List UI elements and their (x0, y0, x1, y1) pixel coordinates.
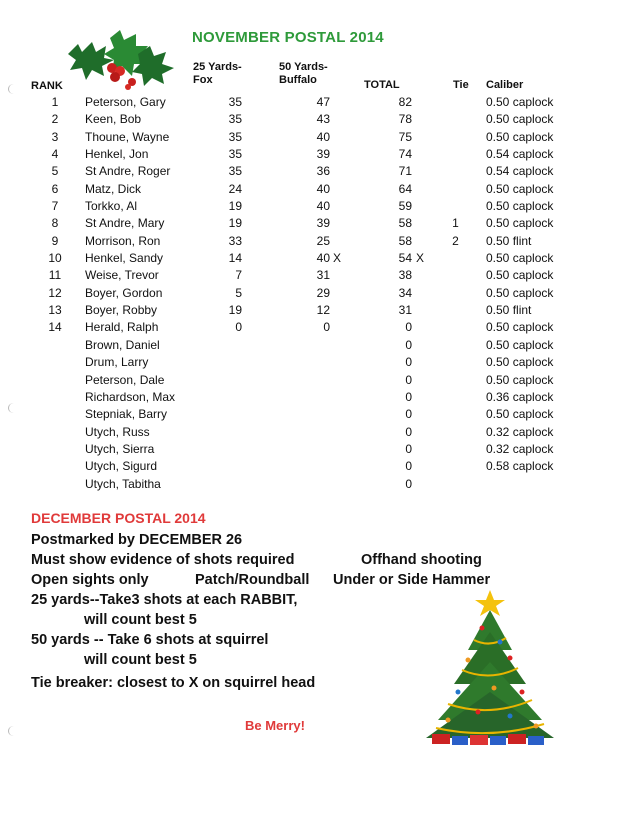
caliber-cell: 0.50 caplock (486, 199, 554, 214)
table-row (0, 441, 638, 458)
buffalo-header-line1: 50 Yards- (279, 61, 328, 73)
be-merry-text: Be Merry! (245, 718, 305, 733)
table-row (0, 319, 638, 336)
fox-score-cell: 5 (235, 285, 242, 300)
fox-score-cell: 14 (228, 251, 242, 266)
table-row (0, 129, 638, 146)
open-sights-text: Open sights only (31, 572, 149, 588)
total-cell: 64 (398, 181, 412, 196)
yards25-text: 25 yards--Take3 shots at each RABBIT, (31, 592, 298, 608)
punch-hole-mark (8, 403, 19, 413)
table-row (0, 267, 638, 284)
results-table (0, 94, 638, 493)
total-x-mark: X (416, 251, 425, 266)
caliber-cell: 0.50 caplock (486, 216, 554, 231)
fox-score-cell: 19 (228, 303, 242, 318)
punch-hole-mark (8, 84, 19, 94)
total-header: TOTAL (364, 79, 400, 91)
total-cell: 0 (405, 424, 412, 439)
total-cell: 59 (398, 199, 412, 214)
name-cell: St Andre, Roger (85, 164, 171, 179)
caliber-cell: 0.50 caplock (486, 355, 554, 370)
name-cell: Utych, Sierra (85, 441, 155, 456)
best5-text-b: will count best 5 (84, 652, 197, 668)
buffalo-score-cell: 39 (316, 216, 330, 231)
fox-score-cell: 19 (228, 216, 242, 231)
rank-cell: 12 (48, 285, 62, 300)
buffalo-score-cell: 29 (316, 285, 330, 300)
rank-cell: 13 (48, 303, 62, 318)
tie-cell: 2 (452, 233, 459, 248)
table-row (0, 94, 638, 111)
offhand-text: Offhand shooting (361, 552, 482, 568)
caliber-cell: 0.54 caplock (486, 147, 554, 162)
table-row (0, 458, 638, 475)
rank-cell: 11 (48, 268, 62, 283)
table-row (0, 424, 638, 441)
buffalo-score-cell: 43 (316, 112, 330, 127)
name-cell: Drum, Larry (85, 355, 149, 370)
rank-cell: 3 (51, 129, 59, 144)
fox-score-cell: 35 (228, 112, 242, 127)
caliber-cell: 0.36 caplock (486, 389, 554, 404)
name-cell: Morrison, Ron (85, 233, 161, 248)
caliber-cell: 0.32 caplock (486, 441, 554, 456)
total-cell: 31 (398, 303, 412, 318)
table-row (0, 181, 638, 198)
caliber-cell: 0.50 caplock (486, 407, 554, 422)
table-row (0, 337, 638, 354)
name-cell: Keen, Bob (85, 112, 142, 127)
table-row (0, 372, 638, 389)
caliber-cell: 0.50 caplock (486, 320, 554, 335)
buffalo-score-cell: 0 (323, 320, 330, 335)
name-cell: Utych, Russ (85, 424, 150, 439)
total-cell: 0 (405, 372, 412, 387)
caliber-cell: 0.50 caplock (486, 181, 554, 196)
total-cell: 0 (405, 441, 412, 456)
postmarked-text: Postmarked by DECEMBER 26 (31, 532, 243, 548)
buffalo-score-cell: 36 (316, 164, 330, 179)
table-row (0, 354, 638, 371)
fox-score-cell: 0 (235, 320, 242, 335)
holly-icon (60, 24, 178, 90)
name-cell: Herald, Ralph (85, 320, 159, 335)
fox-score-cell: 24 (228, 181, 242, 196)
table-row (0, 233, 638, 250)
caliber-cell: 0.50 caplock (486, 251, 554, 266)
tie-cell: 1 (452, 216, 459, 231)
name-cell: St Andre, Mary (85, 216, 165, 231)
tie-header: Tie (453, 79, 469, 91)
table-row (0, 406, 638, 423)
table-row (0, 215, 638, 232)
rank-cell: 1 (51, 95, 59, 109)
table-row (0, 302, 638, 319)
table-row (0, 476, 638, 493)
buffalo-score-cell: 31 (316, 268, 330, 283)
buffalo-score-cell: 40 (316, 199, 330, 214)
caliber-cell: 0.50 flint (486, 233, 532, 248)
buffalo-score-cell: 40 (316, 251, 330, 266)
rank-cell: 5 (51, 164, 59, 179)
caliber-cell: 0.32 caplock (486, 424, 554, 439)
table-row (0, 250, 638, 267)
name-cell: Richardson, Max (85, 389, 176, 404)
fox-header-line1: 25 Yards- (193, 61, 242, 73)
total-cell: 78 (398, 112, 412, 127)
rank-cell: 8 (51, 216, 59, 231)
tie-breaker-text: Tie breaker: closest to X on squirrel head (31, 675, 316, 691)
name-cell: Weise, Trevor (85, 268, 159, 283)
name-cell: Thoune, Wayne (85, 129, 170, 144)
table-row (0, 163, 638, 180)
name-cell: Matz, Dick (85, 181, 142, 196)
buffalo-header-line2: Buffalo (279, 74, 317, 86)
buffalo-score-cell: 40 (316, 181, 330, 196)
caliber-cell: 0.50 caplock (486, 129, 554, 144)
caliber-cell: 0.54 caplock (486, 164, 554, 179)
name-cell: Stepniak, Barry (85, 407, 168, 422)
name-cell: Boyer, Robby (85, 303, 158, 318)
buffalo-score-cell: 25 (316, 233, 330, 248)
total-cell: 0 (405, 355, 412, 370)
caliber-header: Caliber (486, 79, 524, 91)
caliber-cell: 0.50 caplock (486, 112, 554, 127)
rank-cell: 7 (51, 199, 59, 214)
total-cell: 58 (398, 216, 412, 231)
total-cell: 82 (398, 95, 412, 109)
caliber-cell: 0.50 caplock (486, 337, 554, 352)
total-cell: 74 (398, 147, 412, 162)
name-cell: Peterson, Gary (85, 95, 166, 109)
fox-score-cell: 35 (228, 147, 242, 162)
fox-score-cell: 35 (228, 164, 242, 179)
total-cell: 0 (405, 320, 412, 335)
patch-text: Patch/Roundball (195, 572, 310, 588)
fox-score-cell: 35 (228, 95, 242, 109)
name-cell: Peterson, Dale (85, 372, 165, 387)
punch-hole-mark (8, 726, 19, 736)
rank-cell: 2 (51, 112, 59, 127)
fox-header (193, 61, 242, 87)
evidence-text: Must show evidence of shots required (31, 552, 295, 568)
table-row (0, 146, 638, 163)
name-cell: Henkel, Sandy (85, 251, 164, 266)
caliber-cell: 0.50 flint (486, 303, 532, 318)
buffalo-score-cell: 12 (316, 303, 330, 318)
rank-cell: 4 (51, 147, 59, 162)
rank-cell: 14 (48, 320, 62, 335)
name-cell: Utych, Tabitha (85, 476, 161, 491)
rank-header: RANK (31, 80, 63, 92)
table-row (0, 285, 638, 302)
caliber-cell: 0.50 caplock (486, 268, 554, 283)
total-cell: 38 (398, 268, 412, 283)
yards50-text: 50 yards -- Take 6 shots at squirrel (31, 632, 269, 648)
buffalo-score-cell: 47 (316, 95, 330, 109)
buffalo-header (279, 61, 328, 87)
rank-cell: 6 (51, 181, 59, 196)
table-row (0, 198, 638, 215)
caliber-cell: 0.50 caplock (486, 372, 554, 387)
rank-cell: 9 (51, 233, 59, 248)
page-title: NOVEMBER POSTAL 2014 (192, 29, 384, 46)
name-cell: Utych, Sigurd (85, 459, 158, 474)
fox-header-line2: Fox (193, 74, 213, 86)
name-cell: Brown, Daniel (85, 337, 160, 352)
caliber-cell: 0.50 caplock (486, 285, 554, 300)
fox-score-cell: 7 (235, 268, 242, 283)
december-title: DECEMBER POSTAL 2014 (31, 510, 206, 526)
name-cell: Henkel, Jon (85, 147, 149, 162)
total-cell: 54 (398, 251, 412, 266)
name-cell: Boyer, Gordon (85, 285, 163, 300)
total-cell: 0 (405, 337, 412, 352)
table-row (0, 389, 638, 406)
best5-text-a: will count best 5 (84, 612, 197, 628)
total-cell: 58 (398, 233, 412, 248)
total-cell: 0 (405, 389, 412, 404)
caliber-cell: 0.58 caplock (486, 459, 554, 474)
fox-score-cell: 19 (228, 199, 242, 214)
buffalo-x-mark: X (333, 251, 342, 266)
total-cell: 75 (398, 129, 412, 144)
table-row (0, 111, 638, 128)
fox-score-cell: 33 (228, 233, 242, 248)
caliber-cell: 0.50 caplock (486, 95, 554, 109)
rank-cell: 10 (48, 251, 62, 266)
total-cell: 34 (398, 285, 412, 300)
hammer-text: Under or Side Hammer (333, 572, 491, 588)
christmas-tree-icon (418, 588, 568, 748)
total-cell: 0 (405, 407, 412, 422)
total-cell: 0 (405, 459, 412, 474)
buffalo-score-cell: 39 (316, 147, 330, 162)
buffalo-score-cell: 40 (316, 129, 330, 144)
total-cell: 71 (398, 164, 412, 179)
fox-score-cell: 35 (228, 129, 242, 144)
total-cell: 0 (405, 476, 412, 491)
name-cell: Torkko, Al (85, 199, 138, 214)
